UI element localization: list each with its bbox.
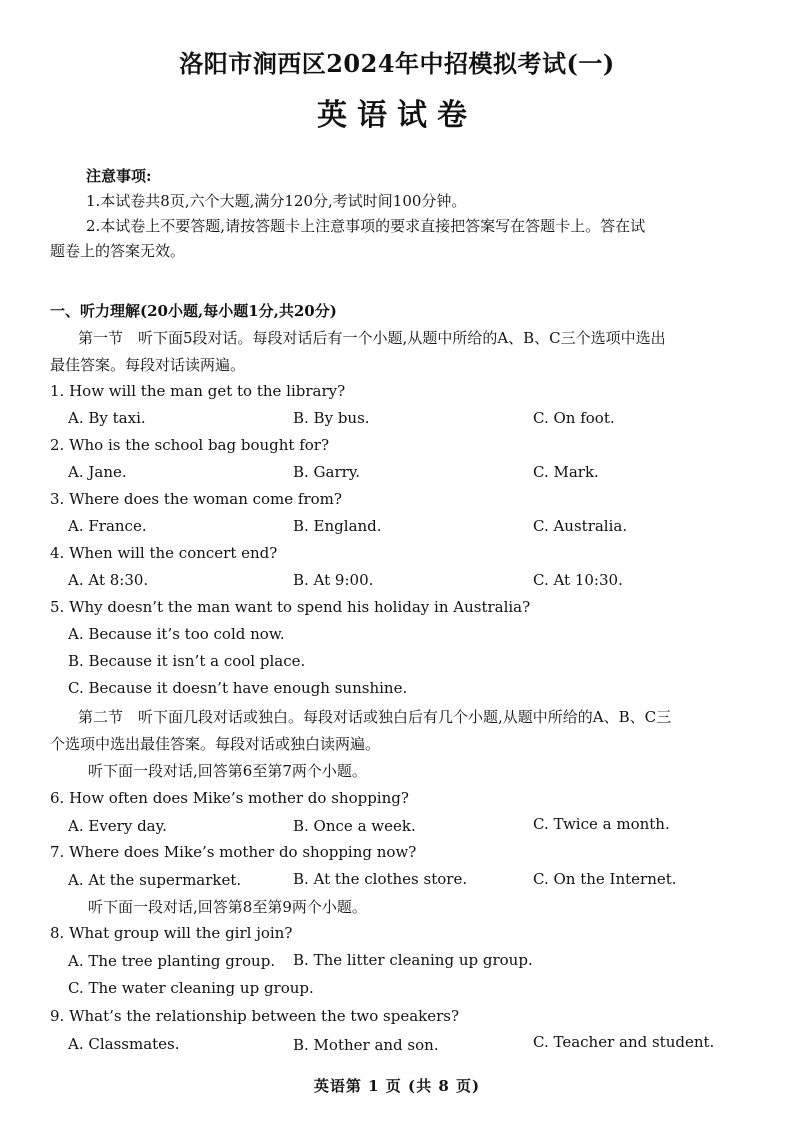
question-6-option-c: C. Twice a month. xyxy=(533,815,670,833)
question-9-stem: 9. What’s the relationship between the two speakers? xyxy=(50,1007,460,1025)
question-9-option-c: C. Teacher and student. xyxy=(533,1033,715,1051)
question-4-stem: 4. When will the concert end? xyxy=(50,544,278,562)
question-9-option-a: A. Classmates. xyxy=(68,1035,180,1053)
question-2-option-c: C. Mark. xyxy=(533,463,599,481)
question-6-option-b: B. Once a week. xyxy=(293,817,416,835)
subject-title: 英语试卷 xyxy=(317,98,477,133)
question-6-option-a: A. Every day. xyxy=(68,817,167,835)
question-2-option-b: B. Garry. xyxy=(293,463,361,481)
question-5-option-c: C. Because it doesn’t have enough sunshine. xyxy=(68,679,408,697)
question-1-stem: 1. How will the man get to the library? xyxy=(50,382,346,400)
notice-item-2-line-2: 题卷上的答案无效。 xyxy=(50,242,186,260)
dialog-instruction-6-7: 听下面一段对话,回答第6至第7两个小题。 xyxy=(88,762,367,780)
question-3-option-a: A. France. xyxy=(68,517,147,535)
part1-instruction-line-2: 最佳答案。每段对话读两遍。 xyxy=(50,356,246,374)
question-8-option-b: B. The litter cleaning up group. xyxy=(293,951,533,969)
notice-heading: 注意事项: xyxy=(86,167,152,185)
question-1-option-c: C. On foot. xyxy=(533,409,615,427)
question-1-option-a: A. By taxi. xyxy=(68,409,146,427)
part2-instruction-line-1: 第二节 听下面几段对话或独白。每段对话或独白后有几个小题,从题中所给的A、B、C三 xyxy=(78,708,672,726)
question-3-stem: 3. Where does the woman come from? xyxy=(50,490,342,508)
page-footer: 英语第 1 页 (共 8 页) xyxy=(313,1077,481,1095)
dialog-instruction-8-9: 听下面一段对话,回答第8至第9两个小题。 xyxy=(88,898,367,916)
question-7-option-a: A. At the supermarket. xyxy=(68,871,242,889)
question-7-stem: 7. Where does Mike’s mother do shopping now? xyxy=(50,843,417,861)
notice-item-1: 1.本试卷共8页,六个大题,满分120分,考试时间100分钟。 xyxy=(86,192,467,210)
question-2-option-a: A. Jane. xyxy=(68,463,127,481)
part1-instruction-line-1: 第一节 听下面5段对话。每段对话后有一个小题,从题中所给的A、B、C三个选项中选出 xyxy=(78,329,666,347)
question-4-option-a: A. At 8:30. xyxy=(68,571,149,589)
exam-title: 洛阳市涧西区2024年中招模拟考试(一) xyxy=(179,49,615,78)
question-8-stem: 8. What group will the girl join? xyxy=(50,924,293,942)
notice-item-2-line-1: 2.本试卷上不要答题,请按答题卡上注意事项的要求直接把答案写在答题卡上。答在试 xyxy=(86,217,646,235)
question-4-option-b: B. At 9:00. xyxy=(293,571,374,589)
question-4-option-c: C. At 10:30. xyxy=(533,571,623,589)
part2-instruction-line-2: 个选项中选出最佳答案。每段对话或独白读两遍。 xyxy=(50,735,381,753)
question-8-option-a: A. The tree planting group. xyxy=(68,952,276,970)
section-heading-listening: 一、听力理解(20小题,每小题1分,共20分) xyxy=(50,302,337,320)
question-6-stem: 6. How often does Mike’s mother do shopping? xyxy=(50,789,409,807)
question-5-option-b: B. Because it isn’t a cool place. xyxy=(68,652,306,670)
question-1-option-b: B. By bus. xyxy=(293,409,370,427)
question-2-stem: 2. Who is the school bag bought for? xyxy=(50,436,330,454)
question-9-option-b: B. Mother and son. xyxy=(293,1036,439,1054)
question-5-stem: 5. Why doesn’t the man want to spend his holiday in Australia? xyxy=(50,598,531,616)
question-5-option-a: A. Because it’s too cold now. xyxy=(68,625,285,643)
question-7-option-c: C. On the Internet. xyxy=(533,870,677,888)
question-7-option-b: B. At the clothes store. xyxy=(293,870,468,888)
question-3-option-c: C. Australia. xyxy=(533,517,628,535)
question-3-option-b: B. England. xyxy=(293,517,382,535)
question-8-option-c: C. The water cleaning up group. xyxy=(68,979,314,997)
